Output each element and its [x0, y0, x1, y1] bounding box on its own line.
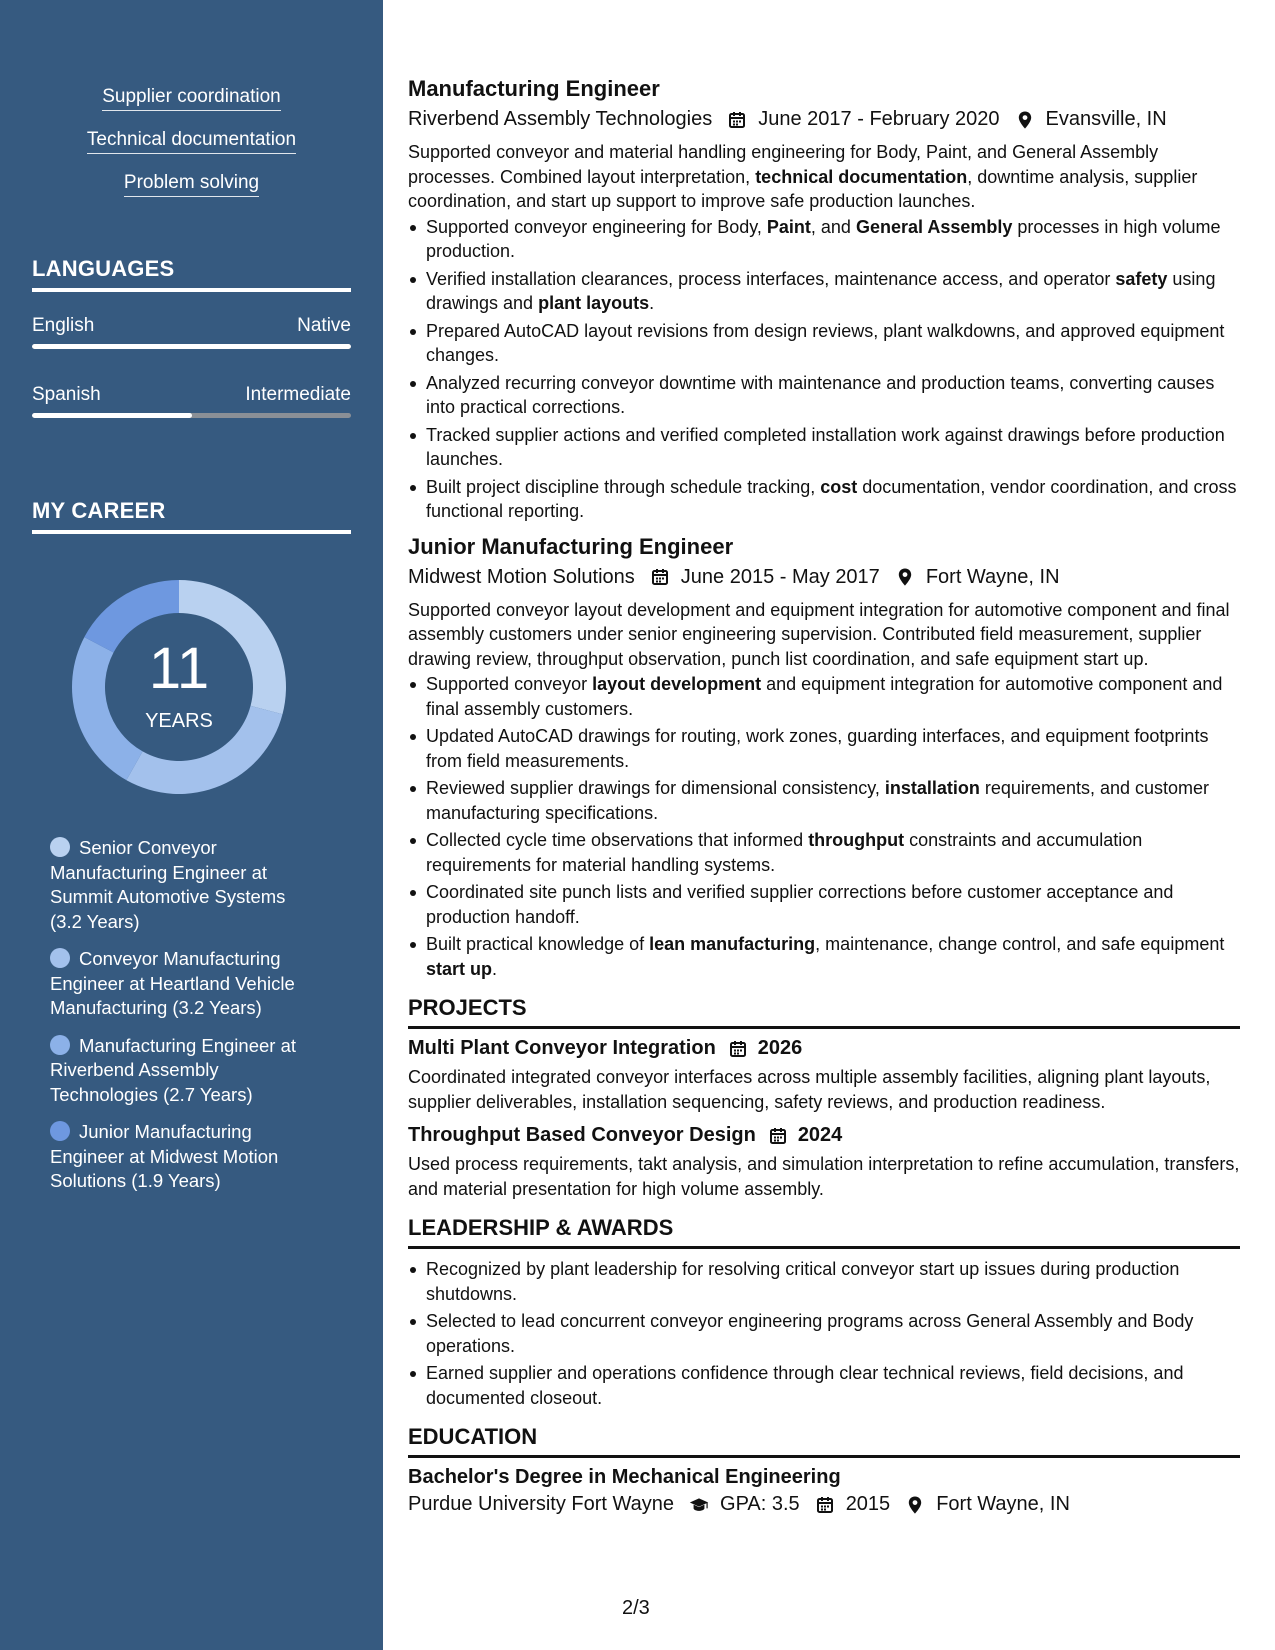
location-pin-icon: [894, 566, 916, 588]
sidebar: [0, 0, 383, 1650]
main-content: [408, 76, 1240, 1525]
language-level: Intermediate: [245, 384, 351, 405]
graduation-year: 2015: [845, 1493, 891, 1515]
project-title: Throughput Based Conveyor Design: [408, 1124, 756, 1146]
job-dates: June 2015 - May 2017: [680, 565, 880, 588]
project-description: Used process requirements, takt analysis, and simulation interpretation to refine accumulation, transfers, and material presentation for high volume assembly.: [408, 1154, 1240, 1199]
calendar-icon: [768, 1125, 790, 1147]
career-legend-label: Senior Conveyor Manufacturing Engineer at Summit Automotive Systems (3.2 Years): [50, 837, 286, 932]
project-description: Coordinated integrated conveyor interfaces across multiple assembly facilities, aligning plant layouts, supplier deliverables, installation sequencing, safety reviews, and production readiness.: [408, 1067, 1211, 1112]
location-pin-icon: [1014, 109, 1036, 131]
leadership-list: [408, 1257, 1240, 1410]
gpa: GPA: 3.5: [720, 1493, 800, 1515]
projects-heading: PROJECTS: [408, 995, 1240, 1029]
education-heading: EDUCATION: [408, 1424, 1240, 1458]
calendar-icon: [728, 1038, 750, 1060]
company-name: Riverbend Assembly Technologies: [408, 108, 713, 130]
language-row: [32, 384, 351, 406]
legend-dot: [50, 1121, 70, 1141]
calendar-icon: [726, 109, 748, 131]
project-year: 2026: [757, 1037, 803, 1059]
experience-entry: [408, 534, 1240, 982]
skills-list: [0, 86, 383, 215]
job-bullet: Supported conveyor engineering for Body, Paint, and General Assembly processes in high volume production.: [408, 215, 1240, 264]
calendar-icon: [649, 566, 671, 588]
project-year: 2024: [797, 1124, 843, 1146]
education-meta: [408, 1493, 1240, 1516]
leadership-item: Selected to lead concurrent conveyor engineering programs across General Assembly and Body operations.: [408, 1309, 1240, 1358]
job-summary: Supported conveyor layout development and equipment integration for automotive component and final assembly customers under senior engineering supervision. Contributed field measurement, supplier drawing review, throughput observation, punch list coordination, and safe equipment start up.: [408, 599, 1230, 669]
language-name: Spanish: [32, 384, 101, 405]
job-bullets: [408, 672, 1240, 981]
career-legend-label: Manufacturing Engineer at Riverbend Assembly Technologies (2.7 Years): [50, 1034, 296, 1105]
legend-dot: [50, 948, 70, 968]
leadership-item: Earned supplier and operations confidence through clear technical reviews, field decisions, and documented closeout.: [408, 1361, 1240, 1410]
job-bullet: Coordinated site punch lists and verified supplier corrections before customer acceptance and production handoff.: [408, 880, 1240, 929]
experience-entry: [408, 76, 1240, 524]
job-meta: [408, 108, 1240, 131]
job-bullet: Supported conveyor layout development and equipment integration for automotive component and final assembly customers.: [408, 672, 1240, 721]
language-proficiency-fill: [32, 344, 351, 349]
job-meta: [408, 566, 1240, 589]
job-title: Junior Manufacturing Engineer: [408, 533, 734, 559]
company-name: Midwest Motion Solutions: [408, 565, 635, 588]
legend-dot: [50, 837, 70, 857]
language-proficiency-bar: [32, 344, 351, 349]
career-legend-item: [50, 1120, 320, 1194]
skill-item: Technical documentation: [87, 129, 296, 154]
job-bullets: [408, 215, 1240, 524]
leadership-item: Recognized by plant leadership for resolving critical conveyor start up issues during production shutdowns.: [408, 1257, 1240, 1306]
job-title: Manufacturing Engineer: [408, 76, 660, 101]
job-bullet: Built project discipline through schedule tracking, cost documentation, vendor coordination, and cross functional reporting.: [408, 475, 1240, 524]
job-bullet: Reviewed supplier drawings for dimensional consistency, installation requirements, and customer manufacturing specifications.: [408, 776, 1240, 825]
legend-dot: [50, 1035, 70, 1055]
leadership-heading: LEADERSHIP & AWARDS: [408, 1215, 1240, 1249]
page-number: 2/3: [622, 1597, 650, 1619]
career-heading: MY CAREER: [32, 498, 351, 534]
skill-item: Supplier coordination: [102, 86, 281, 111]
job-location: Evansville, IN: [1045, 108, 1167, 130]
job-dates: June 2017 - February 2020: [758, 108, 1000, 130]
job-bullet: Tracked supplier actions and verified completed installation work against drawings before production launches.: [408, 423, 1240, 472]
language-proficiency-fill: [32, 413, 192, 418]
career-legend-label: Conveyor Manufacturing Engineer at Heartland Vehicle Manufacturing (3.2 Years): [50, 948, 295, 1018]
job-bullet: Analyzed recurring conveyor downtime with maintenance and production teams, converting causes into practical corrections.: [408, 371, 1240, 420]
school-name: Purdue University Fort Wayne: [408, 1493, 675, 1515]
project-title: Multi Plant Conveyor Integration: [408, 1037, 716, 1059]
degree-title: Bachelor's Degree in Mechanical Engineering: [408, 1466, 841, 1488]
career-legend-item: [50, 947, 320, 1021]
language-level: Native: [297, 315, 351, 336]
language-row: [32, 315, 351, 337]
calendar-icon: [814, 1494, 836, 1516]
job-summary: Supported conveyor and material handling engineering for Body, Paint, and General Assembly processes. Combined layout interpretation, technical documentation, downtime analysis, supplier coordination, and start up support to improve safe production launches.: [408, 142, 1198, 211]
language-name: English: [32, 315, 95, 336]
job-bullet: Updated AutoCAD drawings for routing, work zones, guarding interfaces, and equipment footprints from field measurements.: [408, 724, 1240, 773]
career-total-years: 11: [148, 636, 210, 701]
language-proficiency-bar: [32, 413, 351, 418]
school-location: Fort Wayne, IN: [936, 1493, 1070, 1515]
job-location: Fort Wayne, IN: [925, 565, 1060, 588]
career-legend-item: [50, 836, 320, 934]
career-legend: [50, 836, 320, 1207]
job-bullet: Prepared AutoCAD layout revisions from design reviews, plant walkdowns, and approved equipment changes.: [408, 319, 1240, 368]
project-title-row: [408, 1124, 1240, 1147]
career-legend-label: Junior Manufacturing Engineer at Midwest Motion Solutions (1.9 Years): [50, 1121, 279, 1191]
languages-heading: LANGUAGES: [32, 256, 351, 292]
project-title-row: [408, 1037, 1240, 1060]
job-bullet: Collected cycle time observations that informed throughput constraints and accumulation requirements for material handling systems.: [408, 828, 1240, 877]
career-legend-item: [50, 1034, 320, 1108]
location-pin-icon: [904, 1494, 926, 1516]
graduation-cap-icon: [688, 1494, 710, 1516]
job-bullet: Verified installation clearances, process interfaces, maintenance access, and operator safety using drawings and plant layouts.: [408, 267, 1240, 316]
job-bullet: Built practical knowledge of lean manufacturing, maintenance, change control, and safe equipment start up.: [408, 932, 1240, 981]
career-total-unit: YEARS: [145, 710, 213, 732]
skill-item: Problem solving: [124, 172, 259, 197]
